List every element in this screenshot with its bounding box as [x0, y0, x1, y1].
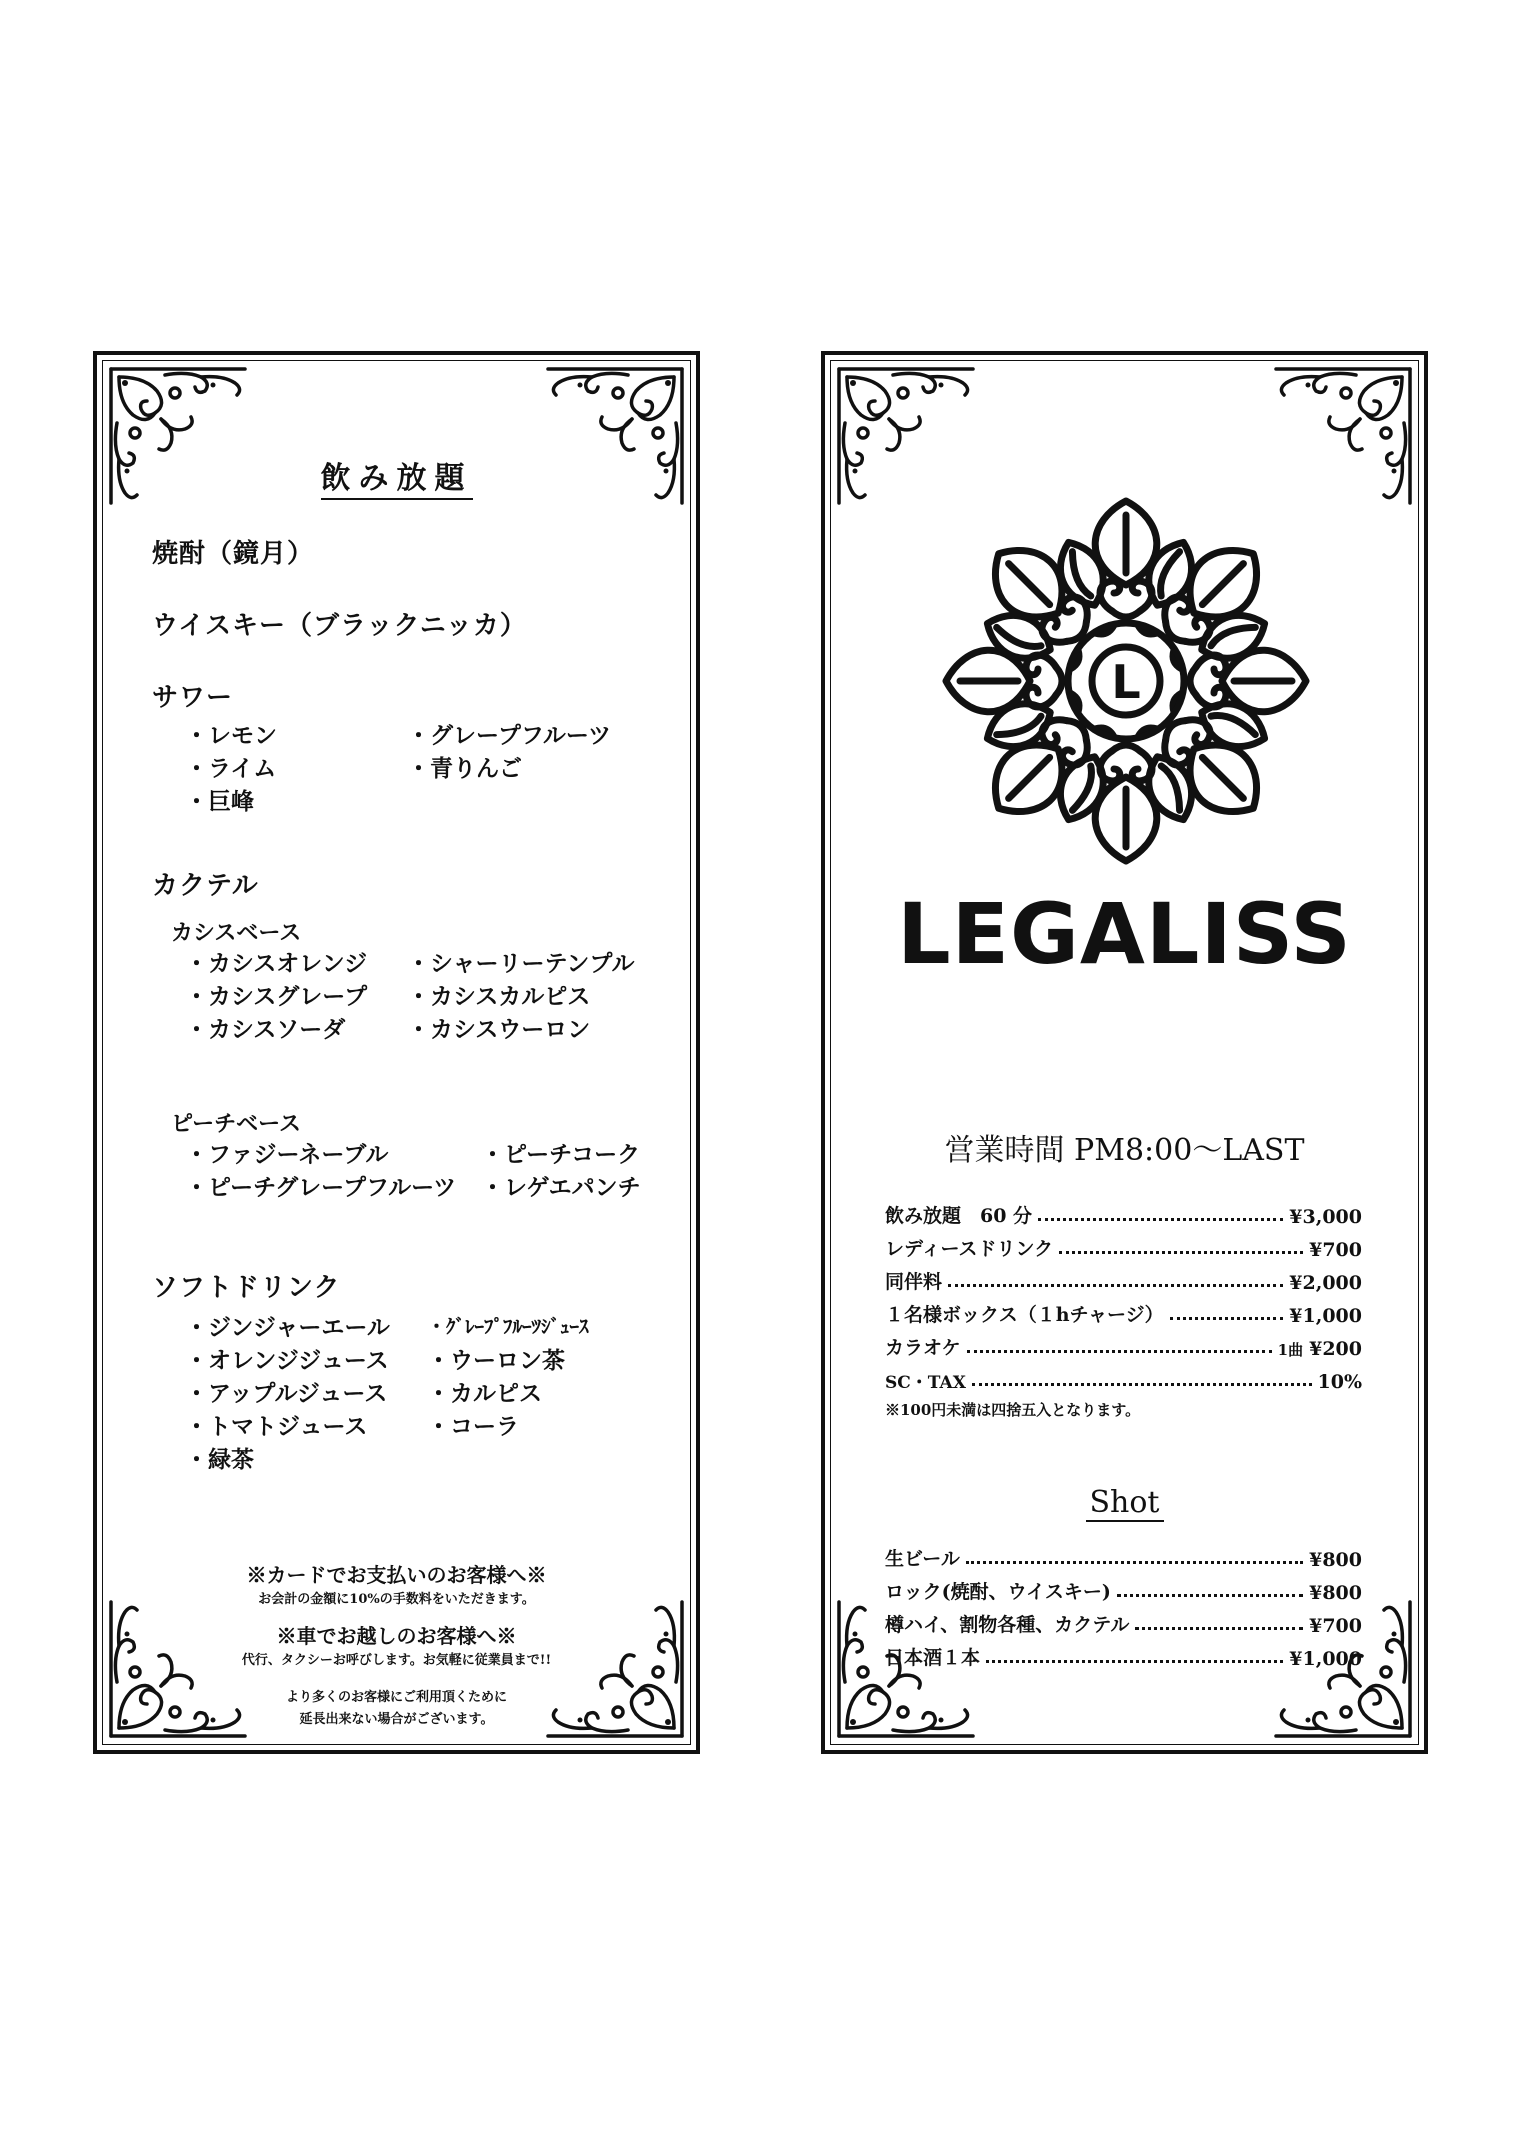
- price-label: 飲み放題 60 分: [885, 1205, 1033, 1227]
- list-item: ・ ｸﾞﾚｰﾌﾟﾌﾙｰﾂｼﾞｭｰｽ: [427, 1311, 589, 1344]
- extension-notice-line1: より多くのお客様にご利用頂くために: [285, 1690, 507, 1705]
- corner-ornament-icon: [1266, 1592, 1416, 1742]
- list-item: ・ 巨峰: [185, 785, 254, 818]
- price-value: ¥1,000: [1289, 1648, 1362, 1670]
- price-label: 同伴料: [885, 1271, 943, 1293]
- list-item: ・ ライム: [185, 752, 276, 785]
- price-row: [885, 1261, 1362, 1294]
- list-item: ・ カシスウーロン: [407, 1013, 590, 1046]
- shochu-heading: 焼酎（鏡月）: [152, 539, 315, 569]
- cassis-base-heading: カシスベース: [171, 920, 302, 946]
- list-item: ・ ウーロン茶: [427, 1344, 565, 1377]
- peach-base-heading: ピーチベース: [171, 1111, 302, 1137]
- card-payment-notice-text: お会計の金額に10%の手数料をいただきます。: [258, 1592, 535, 1607]
- list-item: ・ ピーチコーク: [481, 1138, 640, 1171]
- extension-notice-line2: 延長出来ない場合がございます。: [299, 1712, 494, 1727]
- car-notice-text: 代行、タクシーお呼びします。お気軽に従業員まで!!: [241, 1653, 552, 1668]
- price-label: 生ビール: [885, 1548, 960, 1570]
- leader-dots: [1170, 1317, 1284, 1320]
- price-value: ¥2,000: [1289, 1272, 1362, 1294]
- price-row: [885, 1637, 1362, 1670]
- corner-ornament-icon: [833, 1592, 983, 1742]
- corner-ornament-icon: [105, 1592, 255, 1742]
- list-item: ・ 青りんご: [407, 752, 522, 785]
- list-item: ・ アップルジュース: [185, 1377, 387, 1410]
- price-row: [885, 1538, 1362, 1571]
- leader-dots: [972, 1383, 1312, 1386]
- drink-menu-panel: [93, 351, 700, 1754]
- list-item: ・ レゲエパンチ: [481, 1171, 641, 1204]
- list-item: ・ トマトジュース: [185, 1410, 367, 1443]
- leader-dots: [966, 1561, 1303, 1564]
- price-label: レディースドリンク: [885, 1238, 1054, 1260]
- business-hours: 営業時間 PM8:00～LAST: [944, 1133, 1305, 1168]
- list-item: ・ カシスオレンジ: [185, 947, 367, 980]
- price-row: [885, 1228, 1362, 1261]
- list-item: ・ レモン: [185, 719, 277, 752]
- price-row: [885, 1195, 1362, 1228]
- price-label: カラオケ: [885, 1337, 961, 1359]
- list-item: ・ カシスグレープ: [185, 980, 367, 1013]
- list-item: ・ グレープフルーツ: [407, 719, 611, 752]
- leader-dots: [1117, 1594, 1303, 1597]
- list-item: ・ ジンジャーエール: [185, 1311, 390, 1344]
- corner-ornament-icon: [833, 363, 983, 513]
- whisky-heading: ウイスキー（ブラックニッカ）: [152, 611, 527, 641]
- shot-heading-wrap: [825, 1485, 1424, 1520]
- list-item: ・ オレンジジュース: [185, 1344, 389, 1377]
- brand-name: LEGALISS: [897, 885, 1352, 983]
- all-you-can-drink-title-wrap: [97, 453, 696, 497]
- cocktail-heading: カクテル: [152, 871, 259, 901]
- all-you-can-drink-title: 飲み放題: [321, 461, 473, 500]
- corner-ornament-icon: [538, 1592, 688, 1742]
- corner-ornament-icon: [105, 363, 255, 513]
- list-item: ・ コーラ: [427, 1410, 519, 1443]
- price-row: [885, 1571, 1362, 1604]
- list-item: ・ ピーチグレープフルーツ: [185, 1171, 456, 1204]
- list-item: ・ シャーリーテンプル: [407, 947, 634, 980]
- price-value: ¥700: [1309, 1615, 1362, 1637]
- list-item: ・ カルピス: [427, 1377, 542, 1410]
- price-label: 樽ハイ、割物各種、カクテル: [885, 1614, 1130, 1636]
- price-label: ロック(焼酎、ウイスキー): [885, 1581, 1111, 1603]
- price-value: ¥1,000: [1289, 1305, 1362, 1327]
- price-row: [885, 1360, 1362, 1393]
- price-value: ¥800: [1309, 1549, 1362, 1571]
- price-qty: 1曲: [1277, 1341, 1304, 1359]
- soft-drink-heading: ソフトドリンク: [152, 1273, 341, 1303]
- price-label: 日本酒１本: [885, 1647, 981, 1669]
- leader-dots: [948, 1284, 1283, 1287]
- price-row: [885, 1604, 1362, 1637]
- price-label: SC・TAX: [885, 1373, 966, 1393]
- leader-dots: [1135, 1627, 1303, 1630]
- corner-ornament-icon: [1266, 363, 1416, 513]
- leader-dots: [1059, 1251, 1303, 1254]
- price-value: ¥3,000: [1289, 1206, 1362, 1228]
- mandala-logo-icon: [938, 493, 1314, 869]
- price-row: [885, 1294, 1362, 1327]
- logo-letter: L: [1111, 655, 1141, 709]
- rounding-note: ※100円未満は四捨五入となります。: [885, 1401, 1141, 1419]
- price-value: ¥800: [1309, 1582, 1362, 1604]
- shot-heading: Shot: [1086, 1485, 1164, 1522]
- leader-dots: [986, 1660, 1283, 1663]
- price-value: ¥200: [1309, 1338, 1362, 1360]
- price-value: ¥700: [1309, 1239, 1362, 1261]
- price-value: 10%: [1317, 1371, 1362, 1393]
- price-label: １名様ボックス（１hチャージ）: [885, 1304, 1164, 1326]
- leader-dots: [1038, 1218, 1283, 1221]
- list-item: ・ 緑茶: [185, 1443, 254, 1476]
- list-item: ・ カシスソーダ: [185, 1013, 345, 1046]
- card-payment-notice-heading: ※カードでお支払いのお客様へ※: [246, 1563, 547, 1587]
- car-notice-heading: ※車でお越しのお客様へ※: [276, 1624, 517, 1648]
- list-item: ・ カシスカルピス: [407, 980, 590, 1013]
- corner-ornament-icon: [538, 363, 688, 513]
- price-row: [885, 1327, 1362, 1360]
- price-panel: [821, 351, 1428, 1754]
- list-item: ・ ファジーネーブル: [185, 1138, 388, 1171]
- sour-heading: サワー: [152, 683, 234, 713]
- leader-dots: [967, 1350, 1272, 1353]
